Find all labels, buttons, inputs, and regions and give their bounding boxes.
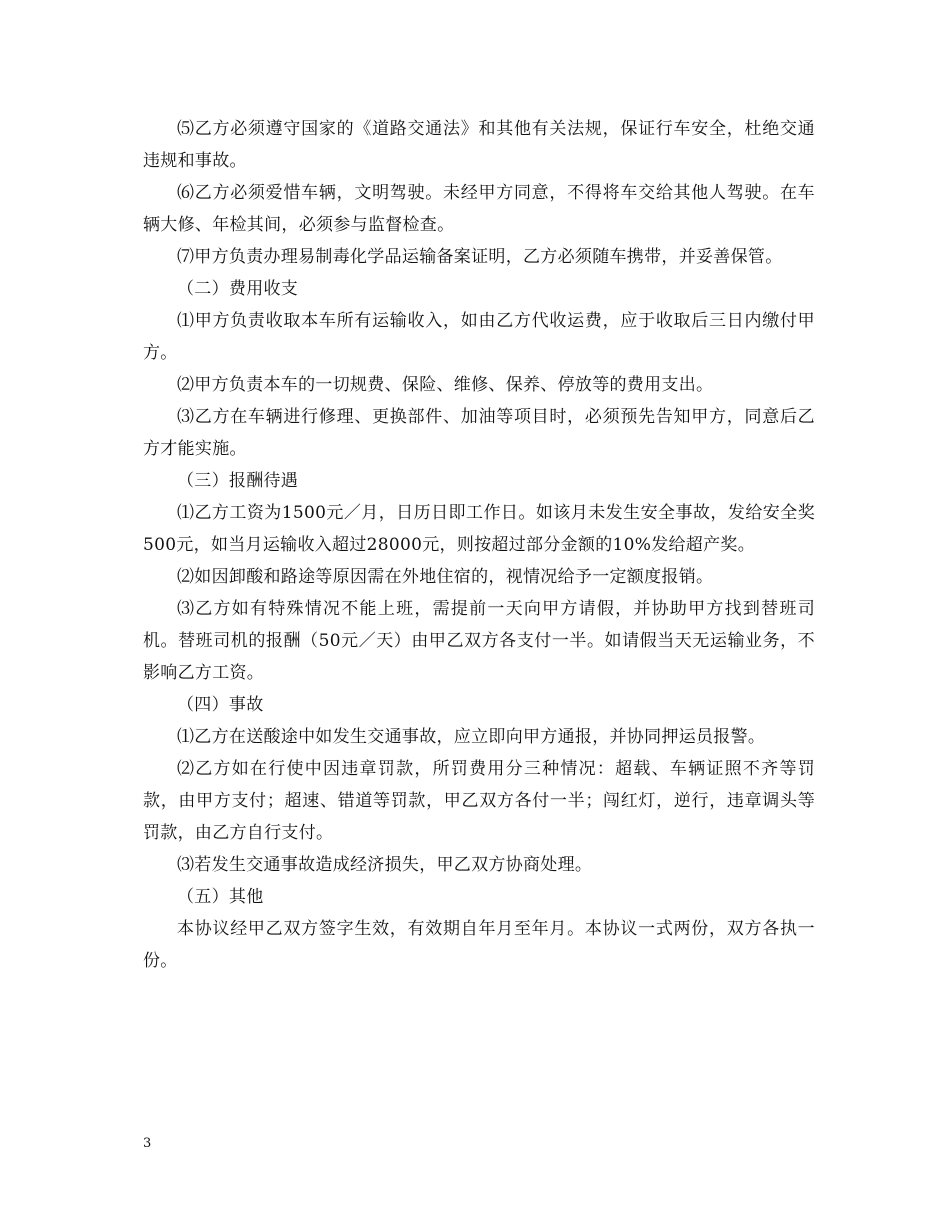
accidents-clause-1: ⑴乙方在送酸途中如发生交通事故，应立即向甲方通报，并协同押运员报警。 — [177, 727, 766, 747]
clause-7-chemical-permit: ⑺甲方负责办理易制毒化学品运输备案证明，乙方必须随车携带，并妥善保管。 — [177, 247, 783, 267]
page-number: 3 — [143, 1136, 152, 1151]
compensation-clause-1: ⑴乙方工资为1500元／月，日历日即工作日。如该月未发生安全事故，发给安全奖500元，如当月运输收入超过28000元，则按超过部分金额的10%发给超产奖。 — [143, 503, 815, 555]
expenses-clause-1: ⑴甲方负责收取本车所有运输收入，如由乙方代收运费，应于收取后三日内缴付甲方。 — [143, 311, 815, 363]
section-heading-expenses: （二）费用收支 — [177, 279, 299, 299]
section-heading-accidents: （四）事故 — [177, 695, 264, 715]
other-clause-validity: 本协议经甲乙双方签字生效，有效期自年月至年月。本协议一式两份，双方各执一份。 — [143, 919, 815, 971]
section-heading-other: （五）其他 — [177, 887, 264, 907]
clause-5-traffic-law: ⑸乙方必须遵守国家的《道路交通法》和其他有关法规，保证行车安全，杜绝交通违规和事故。 — [143, 119, 815, 171]
document-body — [143, 113, 815, 977]
expenses-clause-2: ⑵甲方负责本车的一切规费、保险、维修、保养、停放等的费用支出。 — [177, 375, 714, 395]
clause-6-vehicle-care: ⑹乙方必须爱惜车辆，文明驾驶。未经甲方同意，不得将车交给其他人驾驶。在车辆大修、年检其间，必须参与监督检查。 — [143, 183, 815, 235]
accidents-clause-2: ⑵乙方如在行使中因违章罚款，所罚费用分三种情况：超载、车辆证照不齐等罚款，由甲方支付；超速、错道等罚款，甲乙双方各付一半；闯红灯，逆行，违章调头等罚款，由乙方自行支付。 — [143, 759, 815, 843]
accidents-clause-3: ⑶若发生交通事故造成经济损失，甲乙双方协商处理。 — [177, 855, 593, 875]
compensation-clause-3: ⑶乙方如有特殊情况不能上班，需提前一天向甲方请假，并协助甲方找到替班司机。替班司机的报酬（50元／天）由甲乙双方各支付一半。如请假当天无运输业务，不影响乙方工资。 — [143, 599, 815, 683]
compensation-clause-2: ⑵如因卸酸和路途等原因需在外地住宿的，视情况给予一定额度报销。 — [177, 567, 714, 587]
expenses-clause-3: ⑶乙方在车辆进行修理、更换部件、加油等项目时，必须预先告知甲方，同意后乙方才能实施。 — [143, 407, 815, 459]
section-heading-compensation: （三）报酬待遇 — [177, 471, 299, 491]
